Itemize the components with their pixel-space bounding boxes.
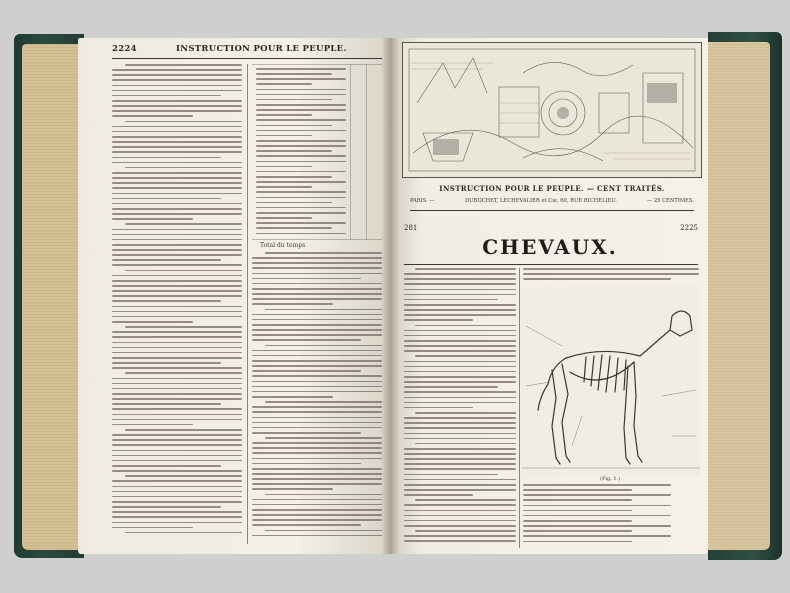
table-total-label: Total du temps xyxy=(260,242,306,249)
engraved-illustration xyxy=(402,42,702,178)
right-page xyxy=(390,38,708,554)
right-page-number-left: 281 xyxy=(404,224,418,232)
right-page-lower-text xyxy=(523,484,699,546)
right-page-right-column xyxy=(523,268,699,283)
engraving-art xyxy=(403,43,701,177)
publisher-price: — 25 CENTIMES. xyxy=(646,198,694,204)
publisher-city: PARIS. — xyxy=(410,198,435,204)
horse-skeleton-figure xyxy=(522,286,700,476)
banner-rule xyxy=(410,210,694,211)
left-running-head xyxy=(112,44,382,58)
column-divider xyxy=(247,64,248,544)
horse-skeleton-icon xyxy=(522,286,700,476)
series-banner: INSTRUCTION POUR LE PEUPLE. — CENT TRAITÉS. xyxy=(439,184,665,193)
head-rule xyxy=(112,58,382,59)
left-page xyxy=(78,38,390,554)
right-column-text xyxy=(252,252,382,540)
left-page-number: 2224 xyxy=(112,44,137,54)
chapter-title: CHEVAUX. xyxy=(482,235,618,259)
title-rule xyxy=(404,264,698,265)
right-page-left-column xyxy=(404,268,516,546)
page-edges-right xyxy=(700,42,770,550)
publisher-name: DUBOCHET, LECHEVALIER et Cie, 60, RUE RICHELIEU. xyxy=(465,198,617,204)
time-table xyxy=(252,64,382,240)
figure-caption: (Fig. 1.) xyxy=(600,476,621,482)
column-divider-right xyxy=(519,268,520,548)
right-page-number-right: 2225 xyxy=(680,224,698,232)
left-running-title: INSTRUCTION POUR LE PEUPLE. xyxy=(176,44,347,54)
left-column-text xyxy=(112,64,242,537)
publisher-line xyxy=(410,198,694,208)
book-gutter xyxy=(381,38,399,554)
